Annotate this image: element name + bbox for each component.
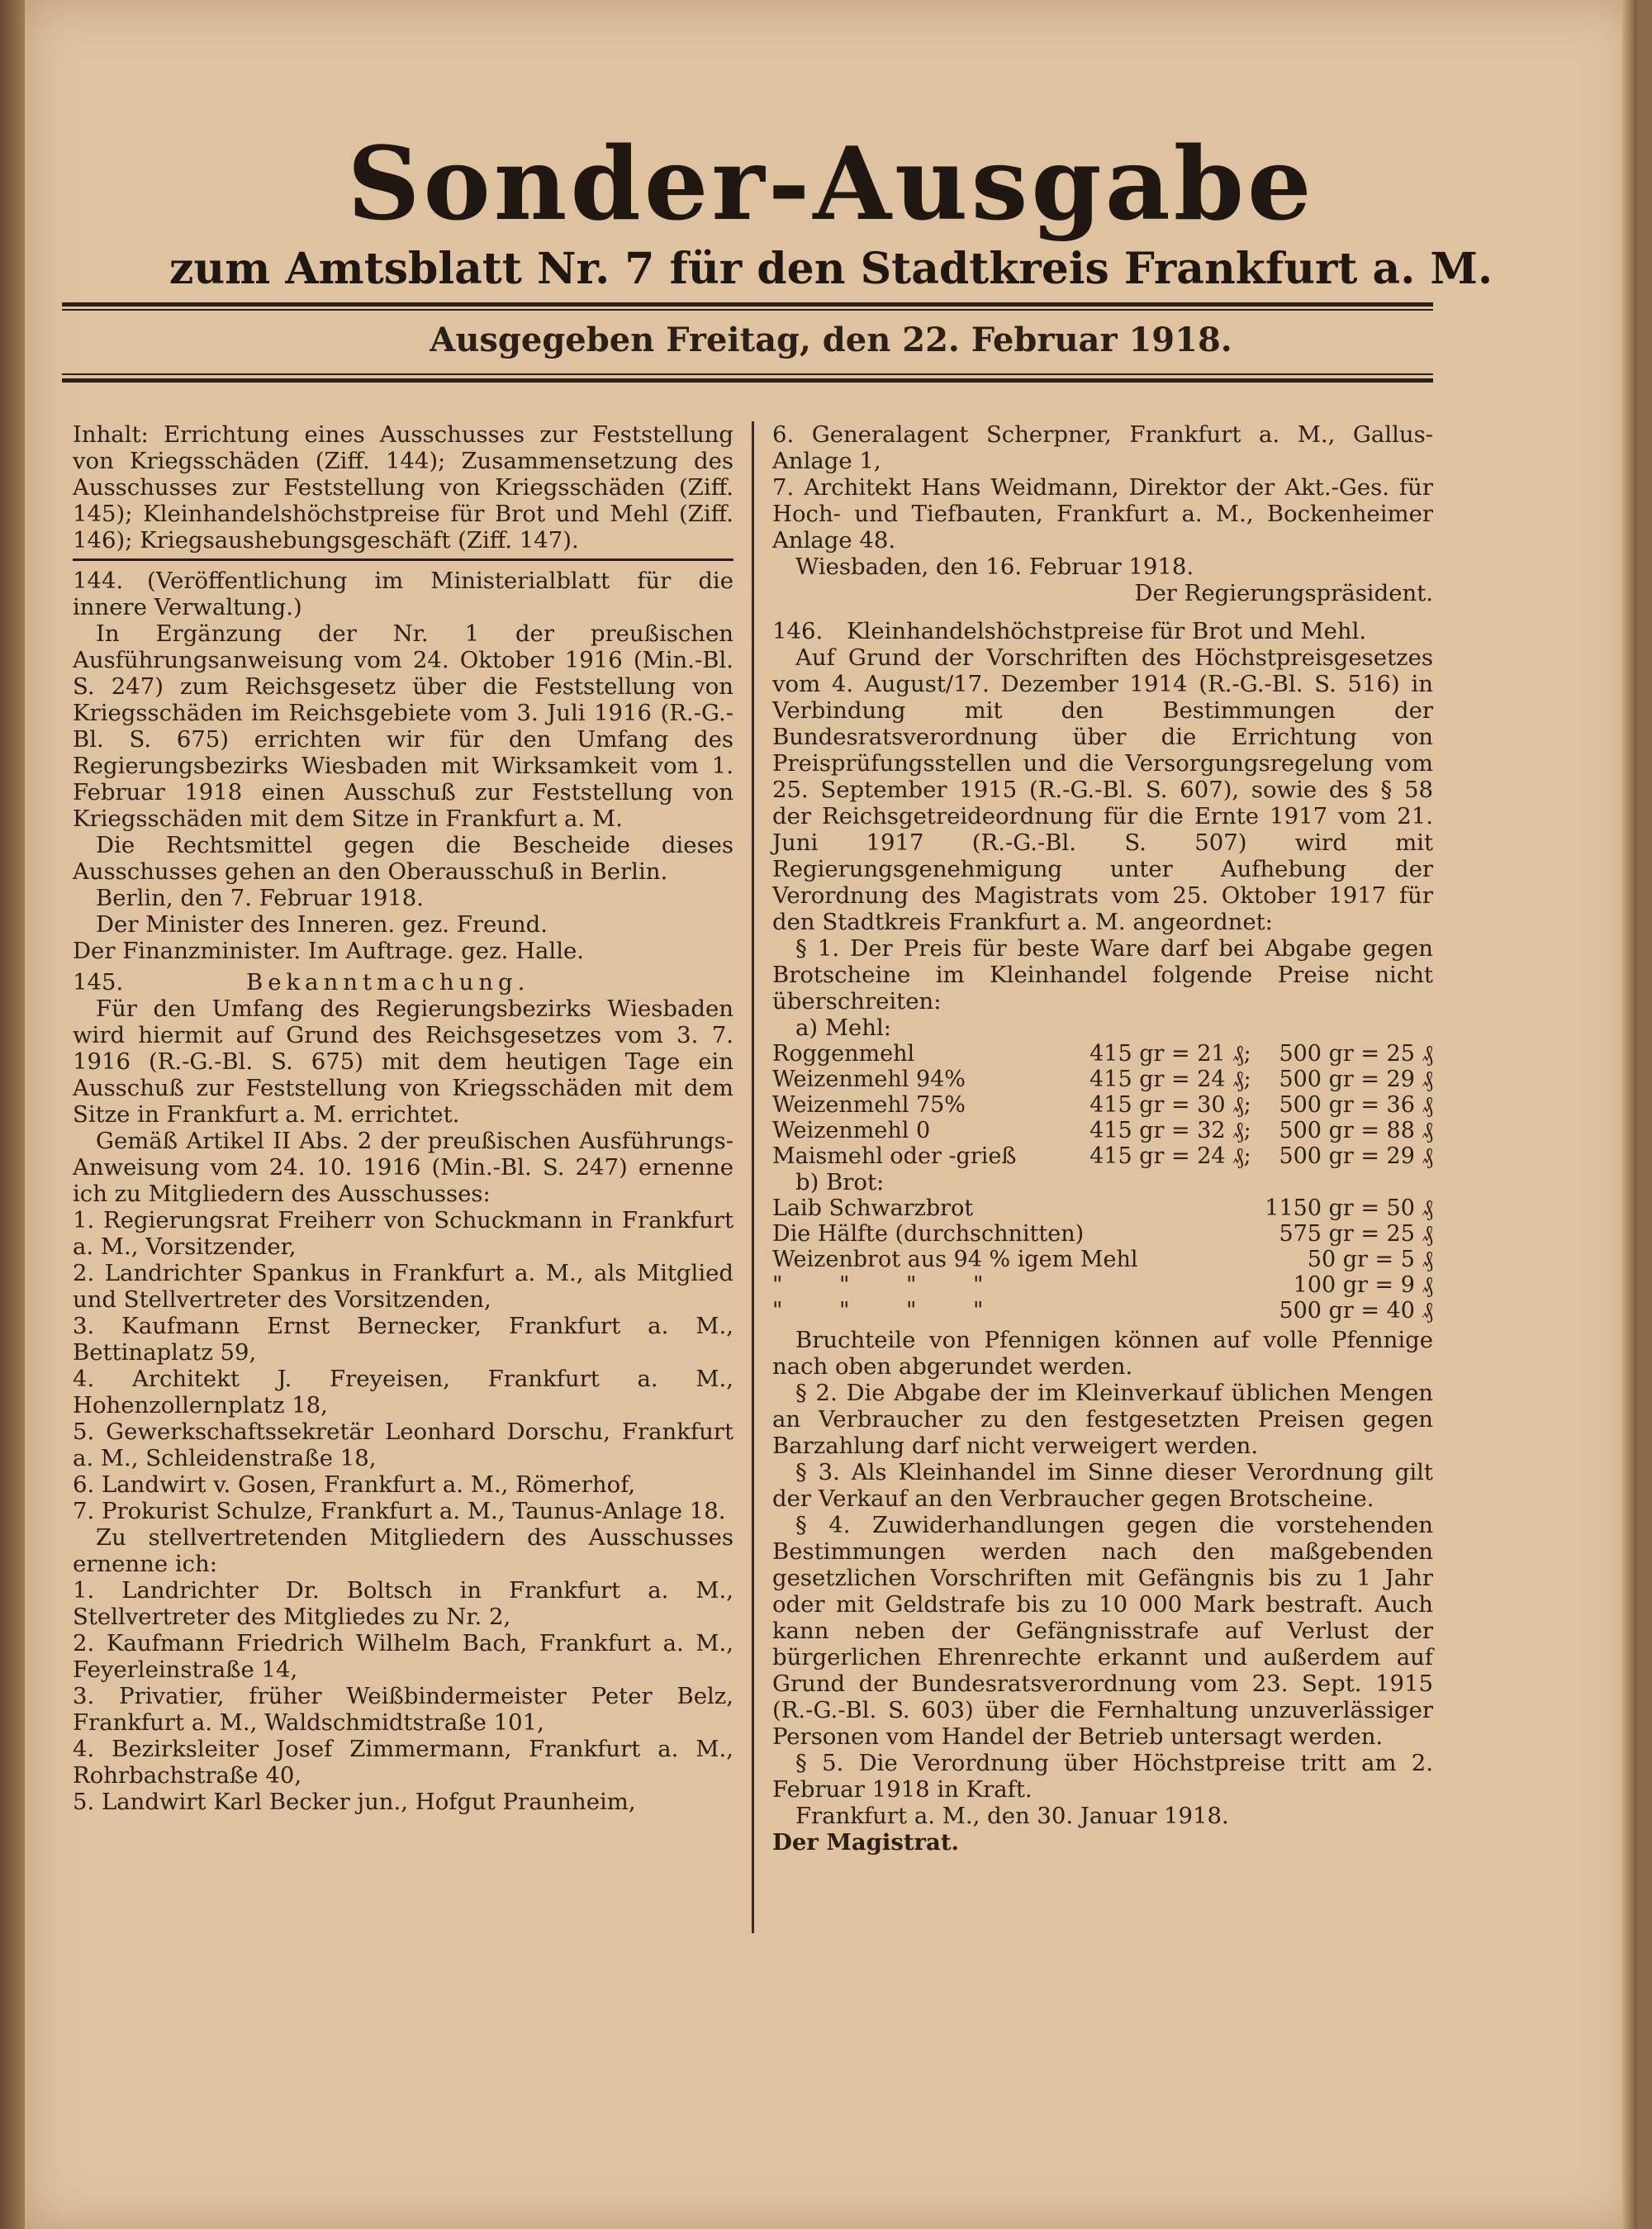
section-146-paragraph-5: § 5. Die Verordnung über Höchstpreise tritt am 2. Februar 1918 in Kraft. [772,1750,1433,1803]
section-144-appeal: Die Rechtsmittel gegen die Bescheide dieses Ausschusses gehen an den Oberausschuß in Berlin. [73,832,733,885]
price-value: 415 gr = 32 ₰; [1089,1118,1251,1143]
price-value: 415 gr = 21 ₰; [1089,1041,1251,1067]
page-title: Sonder-Ausgabe [347,124,1315,243]
table-row [772,1247,1433,1272]
price-item: Maismehl oder -grieß [772,1143,1017,1169]
book-binding [0,0,25,2229]
deputy-item: 1. Landrichter Dr. Boltsch in Frankfurt a. M., Stellvertreter des Mitgliedes zu Nr. 2, [73,1577,733,1630]
top-rule [62,302,1433,307]
section-146-place-date: Frankfurt a. M., den 30. Januar 1918. [795,1803,1229,1829]
member-item: 5. Gewerkschaftssekretär Leonhard Dorschu, Frankfurt a. M., Schleidenstraße 18, [73,1419,733,1471]
price-item: Weizenbrot aus 94 % igem Mehl [772,1247,1138,1272]
issue-date: Ausgegeben Freitag, den 22. Februar 1918. [430,321,1232,359]
section-145-number: 145. [73,969,124,996]
section-146-paragraph-1: § 1. Der Preis für beste Ware darf bei Abgabe gegen Brotscheine im Kleinhandel folgende Preise nicht überschreiten: [772,935,1433,1015]
table-row [772,1143,1433,1169]
price-item: Laib Schwarzbrot [772,1195,974,1221]
price-item: Roggenmehl [772,1041,915,1067]
flour-price-table [772,1041,1433,1169]
section-144-place-date: Berlin, den 7. Februar 1918. [96,885,425,911]
price-value: 500 gr = 29 ₰ [1279,1143,1433,1169]
page-subtitle: zum Amtsblatt Nr. 7 für den Stadtkreis Frankfurt a. M. [169,244,1493,294]
section-144-text: In Ergänzung der Nr. 1 der preußischen Ausführungsanweisung vom 24. Oktober 1916 (Min.-Bl. S. 247) zum Reichsgesetz über die Feststellung von Kriegsschäden im Reichsgebiete vom 3. Juli 1916 (R.-G.-Bl. S. 675) errichten wir für den Umfang des Regierungsbezirks Wiesbaden mit Wirksamkeit vom 1. Februar 1918 einen Ausschuß zur Feststellung von Kriegsschäden mit dem Sitze in Frankfurt a. M. [73,620,733,832]
member-item: 7. Prokurist Schulze, Frankfurt a. M., Taunus-Anlage 18. [73,1498,726,1524]
section-146-preamble: Auf Grund der Vorschriften des Höchstpreisgesetzes vom 4. August/17. Dezember 1914 (R.-G.-Bl. S. 516) in Verbindung mit den Bestimmungen der Bundesratsverordnung über die Errichtung von Preisprüfungsstellen und die Versorgungsregelung vom 25. September 1915 (R.-G.-Bl. S. 607), sowie des § 58 der Reichsgetreideordnung für die Ernte 1917 vom 21. Juni 1917 (R.-G.-Bl. S. 507) wird mit Regierungsgenehmigung unter Aufhebung der Verordnung des Magistrats vom 25. Oktober 1917 für den Stadtkreis Frankfurt a. M. angeordnet: [772,644,1433,935]
price-value: 500 gr = 29 ₰ [1279,1067,1433,1092]
deputy-item: 6. Generalagent Scherpner, Frankfurt a. M., Gallus-Anlage 1, [772,421,1433,474]
price-value: 415 gr = 24 ₰; [1089,1067,1251,1092]
price-item: Weizenmehl 75% [772,1092,966,1118]
section-146-paragraph-4: § 4. Zuwiderhandlungen gegen die vorstehenden Bestimmungen werden nach den maßgebenden gesetzlichen Vorschriften mit Gefängnis bis zu 1 Jahr oder mit Geldstrafe bis zu 10 000 Mark bestraft. Auch kann neben der Gefängnisstrafe auf Verlust der bürgerlichen Ehrenrechte erkannt und außerdem auf Grund der Bundesratsverordnung vom 23. Sept. 1915 (R.-G.-Bl. S. 603) über die Fernhaltung unzuverlässiger Personen vom Handel der Betrieb untersagt werden. [772,1512,1433,1750]
price-item: Die Hälfte (durchschnitten) [772,1221,1085,1247]
member-item: 3. Kaufmann Ernst Bernecker, Frankfurt a. M., Bettinaplatz 59, [73,1313,733,1366]
table-row [772,1221,1433,1247]
price-item: Weizenmehl 94% [772,1067,966,1092]
table-row [772,1195,1433,1221]
section-144-title: (Veröffentlichung im Ministerialblatt für die innere Verwaltung.) [73,568,733,620]
bread-price-table [772,1195,1433,1324]
table-row [772,1298,1433,1324]
section-145-signature: Der Regierungspräsident. [1134,580,1433,606]
section-146-heading [772,618,1433,644]
section-146-rounding: Bruchteile von Pfennigen können auf volle Pfennige nach oben abgerundet werden. [772,1327,1433,1380]
price-item: " " " " [772,1272,984,1298]
table-row [772,1092,1433,1118]
contents-summary: Inhalt: Errichtung eines Ausschusses zur Feststellung von Kriegsschäden (Ziff. 144); Zusammensetzung des Ausschusses zur Feststellung von Kriegsschäden (Ziff. 145); Kleinhandelshöchstpreise für Brot und Mehl (Ziff. 146); Kriegsaushebungsgeschäft (Ziff. 147). [73,421,733,554]
left-column [73,421,733,1815]
document-page [25,0,1637,2229]
deputy-item: 5. Landwirt Karl Becker jun., Hofgut Praunheim, [73,1789,636,1815]
deputy-item: 7. Architekt Hans Weidmann, Direktor der Akt.-Ges. für Hoch- und Tiefbauten, Frankfurt a. M., Bockenheimer Anlage 48. [772,474,1433,554]
section-144-heading [73,568,733,620]
top-rule-thin [62,309,1433,311]
member-item: 2. Landrichter Spankus in Frankfurt a. M., als Mitglied und Stellvertreter des Vorsitzenden, [73,1260,733,1313]
deputy-item: 3. Privatier, früher Weißbindermeister Peter Belz, Frankfurt a. M., Waldschmidtstraße 101, [73,1683,733,1736]
price-value: 500 gr = 25 ₰ [1279,1041,1433,1067]
section-146-number: 146. [772,618,824,644]
contents-rule [73,558,733,561]
issue-rule-thin [62,373,1433,375]
deputy-item: 4. Bezirksleiter Josef Zimmermann, Frankfurt a. M., Rohrbachstraße 40, [73,1736,733,1789]
section-146-signature: Der Magistrat. [772,1829,960,1856]
deputy-item: 2. Kaufmann Friedrich Wilhelm Bach, Frankfurt a. M., Feyerleinstraße 14, [73,1630,733,1683]
section-144-signature-1: Der Minister des Inneren. gez. Freund. [96,911,548,938]
table-row [772,1067,1433,1092]
section-145-appointment: Gemäß Artikel II Abs. 2 der preußischen Ausführungs-Anweisung vom 24. 10. 1916 (Min.-Bl. S. 247) ernenne ich zu Mitgliedern des Ausschusses: [73,1128,733,1207]
section-144-number: 144. [73,568,124,594]
table-row [772,1041,1433,1067]
price-item: Weizenmehl 0 [772,1118,931,1143]
section-144-signature-2: Der Finanzminister. Im Auftrage. gez. Halle. [73,938,585,964]
section-146-paragraph-2: § 2. Die Abgabe der im Kleinverkauf üblichen Mengen an Verbraucher zu den festgesetzten Preisen gegen Barzahlung darf nicht verweigert werden. [772,1380,1433,1459]
member-item: 4. Architekt J. Freyeisen, Frankfurt a. M., Hohenzollernplatz 18, [73,1366,733,1419]
issue-rule [62,378,1433,383]
price-value: 50 gr = 5 ₰ [1307,1247,1433,1272]
section-145-title: Bekanntmachung. [246,969,530,996]
section-146-paragraph-3: § 3. Als Kleinhandel im Sinne dieser Verordnung gilt der Verkauf an den Verbraucher gegen Brotscheine. [772,1459,1433,1512]
table-row [772,1272,1433,1298]
price-value: 1150 gr = 50 ₰ [1265,1195,1433,1221]
section-145-place-date: Wiesbaden, den 16. Februar 1918. [795,554,1194,580]
column-divider [752,421,754,1933]
price-value: 100 gr = 9 ₰ [1293,1272,1433,1298]
price-value: 500 gr = 40 ₰ [1279,1298,1433,1324]
deputies-intro: Zu stellvertretenden Mitgliedern des Ausschusses ernenne ich: [73,1524,733,1577]
section-145-heading [73,969,733,996]
section-145-text: Für den Umfang des Regierungsbezirks Wiesbaden wird hiermit auf Grund des Reichsgesetzes vom 3. 7. 1916 (R.-G.-Bl. S. 675) mit dem heutigen Tage ein Ausschuß zur Feststellung von Kriegsschäden mit dem Sitze in Frankfurt a. M. errichtet. [73,996,733,1128]
price-value: 415 gr = 30 ₰; [1089,1092,1251,1118]
table-row [772,1118,1433,1143]
section-146-title: Kleinhandelshöchstpreise für Brot und Mehl. [847,618,1367,644]
price-value: 500 gr = 36 ₰ [1279,1092,1433,1118]
flour-label: a) Mehl: [795,1015,892,1041]
price-value: 415 gr = 24 ₰; [1089,1143,1251,1169]
member-item: 1. Regierungsrat Freiherr von Schuckmann in Frankfurt a. M., Vorsitzender, [73,1207,733,1260]
member-item: 6. Landwirt v. Gosen, Frankfurt a. M., Römerhof, [73,1471,636,1498]
right-column [772,421,1433,1856]
price-item: " " " " [772,1298,984,1324]
price-value: 575 gr = 25 ₰ [1279,1221,1433,1247]
bread-label: b) Brot: [795,1169,885,1195]
price-value: 500 gr = 88 ₰ [1279,1118,1433,1143]
